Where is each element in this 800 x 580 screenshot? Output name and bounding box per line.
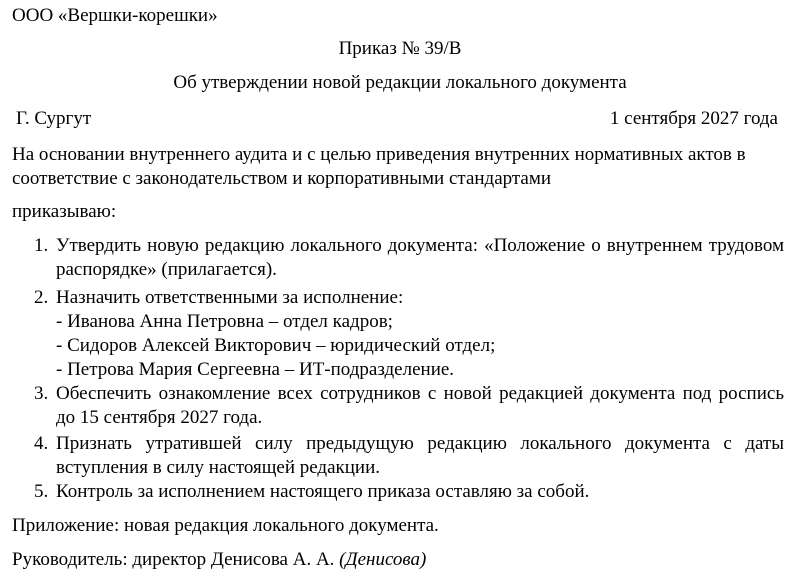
order-item: [34, 382, 784, 430]
order-date: 1 сентября 2027 года: [609, 108, 778, 129]
order-item: [34, 286, 784, 310]
attachment-note: Приложение: новая редакция локального документа.: [12, 515, 439, 536]
order-item-text: Утвердить новую редакцию локального документа: «Положение о внутреннем трудовом распорядке» (прилагается).: [56, 235, 784, 280]
head-signature-line: [12, 548, 426, 572]
order-item-number: 4.: [34, 433, 49, 454]
signature: (Денисова): [339, 549, 427, 570]
order-item: [34, 432, 784, 480]
order-word: приказываю:: [12, 201, 117, 222]
order-item: [34, 234, 784, 282]
head-label: Руководитель: директор Денисова А. А.: [12, 549, 335, 570]
organization-name: ООО «Вершки-корешки»: [12, 5, 218, 26]
order-item-text: Назначить ответственными за исполнение:: [56, 287, 404, 308]
order-item-text: Контроль за исполнением настоящего приказа оставляю за собой.: [56, 481, 590, 502]
order-item-number: 2.: [34, 287, 49, 308]
order-item-number: 5.: [34, 481, 49, 502]
responsible-person: - Иванова Анна Петровна – отдел кадров;: [56, 311, 393, 332]
order-item: [34, 480, 784, 504]
order-item-number: 1.: [34, 235, 49, 256]
order-subject: Об утверждении новой редакции локального документа: [173, 72, 627, 93]
order-basis: На основании внутреннего аудита и с целью приведения внутренних нормативных актов в соответствие с законодательством и корпоративными стандартами: [12, 144, 746, 189]
order-city: Г. Сургут: [16, 108, 92, 129]
order-item-text: Обеспечить ознакомление всех сотрудников с новой редакцией документа под роспись до 15 сентября 2027 года.: [56, 383, 784, 428]
order-item-text: Признать утратившей силу предыдущую редакцию локального документа с даты вступления в силу настоящей редакции.: [56, 433, 784, 478]
responsible-person: - Сидоров Алексей Викторович – юридический отдел;: [56, 335, 496, 356]
responsible-person: - Петрова Мария Сергеевна – ИТ-подразделение.: [56, 359, 455, 380]
order-item-number: 3.: [34, 383, 49, 404]
order-title: Приказ № 39/В: [338, 38, 462, 59]
